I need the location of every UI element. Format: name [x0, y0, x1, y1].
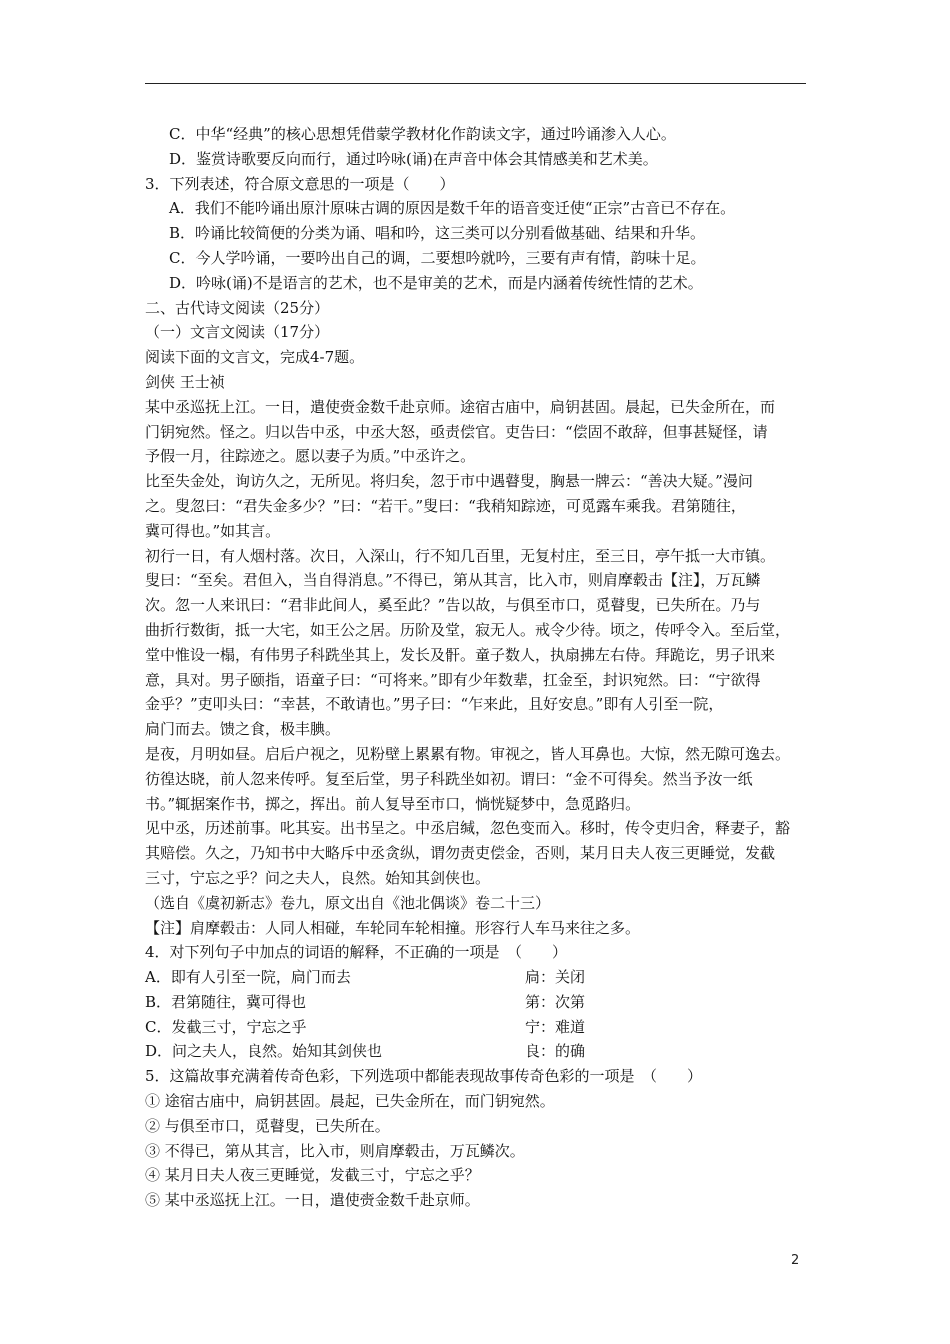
q4-option-a [145, 965, 813, 990]
q4-option-b [145, 990, 813, 1015]
passage-line: 是夜，月明如昼。启后户视之，见粉壁上累累有物。审视之，皆人耳鼻也。大惊，然无隙可逸去。 [145, 744, 791, 763]
passage-line: 冀可得也。”如其言。 [145, 521, 281, 540]
passage-line: 之。叟忽曰：“君失金多少？”曰：“若干。”叟曰：“我稍知踪迹，可觅露车乘我。君第随往， [145, 496, 746, 515]
q4-option-text: B．君第随往，冀可得也 [145, 992, 307, 1011]
passage-line: 堂中惟设一榻，有伟男子科跣坐其上，发长及骭。童子数人，执扇拂左右侍。拜跪讫，男子讯来 [145, 645, 776, 664]
passage-line: 曲折行数街，抵一大宅，如王公之居。历阶及堂，寂无人。戒令少待。顷之，传呼令入。至后堂， [145, 620, 791, 639]
header-rule [145, 83, 806, 84]
passage-line: 三寸，宁忘之乎？问之夫人，良然。始知其剑侠也。 [145, 868, 491, 887]
q5-stem: 5．这篇故事充满着传奇色彩，下列选项中都能表现故事传奇色彩的一项是 （ ） [145, 1067, 703, 1086]
q5-item: ② 与俱至市口，觅瞽叟，已失所在。 [145, 1116, 390, 1135]
q4-option-gloss: 扃：关闭 [525, 968, 586, 987]
passage-line: 其赔偿。久之，乃知书中大略斥中丞贪纵，谓勿责吏偿金，否则，某月日夫人夜三更睡觉，发截 [145, 844, 776, 863]
footnote: 【注】肩摩毂击：人同人相碰，车轮同车轮相撞。形容行人车马来往之多。 [145, 918, 641, 937]
passage-line: 某中丞巡抚上江。一日，遣使赍金数千赴京师。途宿古庙中，扃钥甚固。晨起，已失金所在，而 [145, 397, 776, 416]
q2-option-c: C．中华“经典”的核心思想凭借蒙学教材化作韵读文字，通过吟诵渗入人心。 [169, 125, 676, 143]
passage-line: 书。”辄据案作书，掷之，挥出。前人复导至市口，惝恍疑梦中，急觅路归。 [145, 794, 641, 813]
q4-stem: 4．对下列句子中加点的词语的解释，不正确的一项是 （ ） [145, 943, 568, 962]
passage-line: 见中丞，历述前事。叱其妄。出书呈之。中丞启缄，忽色变而入。移时，传令吏归舍，释妻子，豁 [145, 819, 791, 838]
q3-option-b: B．吟诵比较简便的分类为诵、唱和吟，这三类可以分别看做基础、结果和升华。 [169, 224, 706, 243]
section-subtitle: （一）文言文阅读（17分） [145, 323, 330, 342]
q4-option-c [145, 1015, 813, 1040]
q4-option-text: A．即有人引至一院，扃门而去 [145, 968, 351, 987]
passage-line: 扃门而去。馈之食，极丰腆。 [145, 720, 341, 739]
passage-line: 叟曰：“至矣。君但入，当自得消息。”不得已，第从其言，比入市，则肩摩毂击【注】，万瓦鳞 [145, 571, 761, 590]
passage-line: 意，具对。男子颐指，语童子曰：“可将来。”即有少年数辈，扛金至，封识宛然。曰：“宁欲得 [145, 670, 761, 689]
passage [145, 395, 813, 891]
q5-item: ④ 某月日夫人夜三更睡觉，发截三寸，宁忘之乎？ [145, 1166, 480, 1185]
q3-stem: 3．下列表述，符合原文意思的一项是（ ） [145, 174, 455, 193]
q3-option-c: C．今人学吟诵，一要吟出自己的调，二要想吟就吟，三要有声有情，韵味十足。 [169, 248, 706, 267]
passage-title: 剑侠 王士祯 [145, 372, 225, 391]
passage-line: 门钥宛然。怪之。归以告中丞，中丞大怒，亟责偿官。吏告曰：“偿固不敢辞，但事甚疑怪，请 [145, 422, 768, 441]
passage-line: 彷徨达晓，前人忽来传呼。复至后堂，男子科跣坐如初。谓曰：“金不可得矣。然当予汝一纸 [145, 769, 753, 788]
q3-option-a: A．我们不能吟诵出原汁原味古调的原因是数千年的语音变迁使“正宗”古音已不存在。 [169, 199, 736, 218]
passage-line: 金乎？”吏叩头曰：“幸甚，不敢请也。”男子曰：“乍来此，且好安息。”即有人引至一院， [145, 695, 724, 714]
q5-item: ① 途宿古庙中，扃钥甚固。晨起，已失金所在，而门钥宛然。 [145, 1092, 555, 1111]
q4-option-text: C．发截三寸，宁忘之乎 [145, 1017, 307, 1036]
passage-line: 初行一日，有人烟村落。次日，入深山，行不知几百里，无复村庄，至三日，亭午抵一大市镇。 [145, 546, 776, 565]
passage-line: 予假一月，往踪迹之。愿以妻子为质。”中丞许之。 [145, 447, 476, 466]
q5-item: ③ 不得已，第从其言，比入市，则肩摩毂击，万瓦鳞次。 [145, 1141, 525, 1160]
q4-option-text: D．问之夫人，良然。始知其剑侠也 [145, 1042, 383, 1061]
page-content [145, 122, 813, 1213]
passage-line: 比至失金处，询访久之，无所见。将归矣，忽于市中遇瞽叟，胸悬一牌云：“善决大疑。”漫问 [145, 472, 753, 491]
q3-option-d: D．吟咏(诵)不是语言的艺术，也不是审美的艺术，而是内涵着传统性情的艺术。 [169, 273, 703, 292]
section-title: 二、古代诗文阅读（25分） [145, 298, 330, 317]
passage-line: 次。忽一人来讯曰：“君非此间人，奚至此？”告以故，与俱至市口，觅瞽叟，已失所在。乃与 [145, 596, 761, 615]
q4-option-gloss: 良：的确 [525, 1042, 586, 1061]
q2-option-d: D．鉴赏诗歌要反向而行，通过吟咏(诵)在声音中体会其情感美和艺术美。 [169, 149, 658, 168]
q5-item: ⑤ 某中丞巡抚上江。一日，遣使赍金数千赴京师。 [145, 1191, 480, 1210]
reading-instruction: 阅读下面的文言文，完成4-7题。 [145, 348, 365, 367]
source-note: （选自《虞初新志》卷九，原文出自《池北偶谈》卷二十三） [145, 893, 551, 912]
q4-option-gloss: 宁：难道 [525, 1017, 586, 1036]
q4-option-gloss: 第：次第 [525, 992, 586, 1011]
page-number: 2 [791, 1253, 800, 1268]
q4-option-d [145, 1039, 813, 1064]
